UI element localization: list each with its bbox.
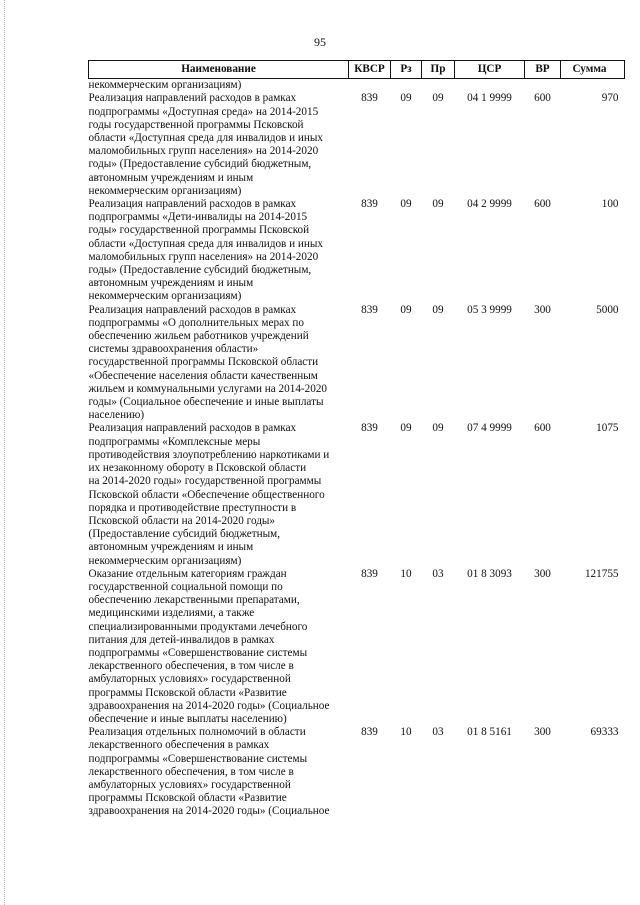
row-pr: 09 — [432, 422, 444, 435]
page-number: 95 — [314, 35, 326, 49]
row-rz: 09 — [400, 198, 412, 211]
row-sum: 5000 — [596, 303, 619, 316]
row-vr: 300 — [534, 567, 551, 580]
row-vr: 300 — [534, 303, 551, 316]
table-row — [89, 726, 625, 818]
header-pr: Пр — [422, 61, 455, 79]
row-csr: 01 8 3093 — [467, 567, 512, 580]
header-csr: ЦСР — [455, 61, 525, 79]
scan-edge-line — [4, 0, 6, 905]
header-rz: Рз — [391, 61, 422, 79]
row-sum: 100 — [601, 198, 619, 211]
row-kvsr: 839 — [361, 303, 378, 316]
budget-table — [88, 60, 625, 819]
row-sum: 1075 — [596, 422, 619, 435]
row-rz: 10 — [400, 567, 412, 580]
continuation-text: некоммерческим организациям) — [88, 79, 242, 92]
row-rz: 10 — [400, 726, 412, 739]
row-csr: 01 8 5161 — [467, 726, 512, 739]
header-vr: ВР — [525, 61, 561, 79]
table-row — [89, 198, 625, 304]
row-rz: 09 — [400, 303, 412, 316]
row-pr: 03 — [432, 726, 444, 739]
row-name: Реализация направлений расходов в рамках подпрограммы «Дети-инвалиды на 2014-2015 годы» государственной программы Псковской области «Доступная среда для инвалидов и иных маломобильных групп населения» на 2014-2020 годы» (Предоставление субсидий бюджетным, автономным учреждениям и иным некоммерческим организациям) — [88, 198, 324, 303]
row-vr: 300 — [534, 726, 551, 739]
row-csr: 07 4 9999 — [467, 422, 512, 435]
row-pr: 09 — [432, 198, 444, 211]
row-kvsr: 839 — [361, 726, 378, 739]
row-name: Реализация отдельных полномочий в области лекарственного обеспечения в рамках подпрограммы «Совершенствование системы лекарственного обеспечения, в том числе в амбулаторных условиях» государственной программы Псковской области «Развитие здравоохранения на 2014-2020 годы» (Социальное — [88, 726, 330, 818]
row-vr: 600 — [534, 92, 551, 105]
row-name: Реализация направлений расходов в рамках подпрограммы «Комплексные меры противодействия злоупотреблению наркотиками и их незаконному обороту в Псковской области на 2014-2020 годы» государственной программы Псковской области «Обеспечение общественного порядка и противодействие преступности в Псковской области на 2014-2020 годы» (Предоставление субсидий бюджетным, автономным учреждениям и иным некоммерческим организациям) — [88, 422, 330, 567]
row-csr: 04 1 9999 — [467, 92, 512, 105]
row-csr: 05 3 9999 — [467, 303, 512, 316]
row-sum: 970 — [601, 92, 619, 105]
row-pr: 03 — [432, 567, 444, 580]
row-rz: 09 — [400, 92, 412, 105]
row-pr: 09 — [432, 92, 444, 105]
row-csr: 04 2 9999 — [467, 198, 512, 211]
row-pr: 09 — [432, 303, 444, 316]
header-sum: Сумма — [561, 61, 625, 79]
row-rz: 09 — [400, 422, 412, 435]
continuation-row — [89, 79, 625, 93]
row-kvsr: 839 — [361, 422, 378, 435]
row-sum: 121755 — [584, 567, 619, 580]
header-name: Наименование — [89, 61, 349, 79]
table-row — [89, 568, 625, 726]
row-sum: 69333 — [590, 726, 619, 739]
row-kvsr: 839 — [361, 198, 378, 211]
header-kvsr: КВСР — [349, 61, 391, 79]
table-row — [89, 304, 625, 423]
table-row — [89, 92, 625, 198]
row-name: Реализация направлений расходов в рамках подпрограммы «О дополнительных мерах по обеспечению жильем работников учреждений системы здравоохранения области» государственной программы Псковской области «Обеспечение населения области качественным жильем и коммунальными услугами на 2014-2020 годы» (Социальное обеспечение и иные выплаты населению) — [88, 303, 328, 422]
row-name: Оказание отдельным категориям граждан государственной социальной помощи по обеспечению лекарственными препаратами, медицинскими изделиями, а также специализированными продуктами лечебного питания для детей-инвалидов в рамках подпрограммы «Совершенствование системы лекарственного обеспечения, в том числе в амбулаторных условиях» государственной программы Псковской области «Развитие здравоохранения на 2014-2020 годы» (Социальное обеспечение и иные выплаты населению) — [88, 567, 330, 725]
row-name: Реализация направлений расходов в рамках подпрограммы «Доступная среда» на 2014-2015 годы государственной программы Псковской области «Доступная среда для инвалидов и иных маломобильных групп населения» на 2014-2020 годы» (Предоставление субсидий бюджетным, автономным учреждениям и иным некоммерческим организациям) — [88, 92, 324, 197]
table-header-row — [89, 61, 625, 79]
table-row — [89, 422, 625, 567]
row-vr: 600 — [534, 198, 551, 211]
row-vr: 600 — [534, 422, 551, 435]
row-kvsr: 839 — [361, 92, 378, 105]
row-kvsr: 839 — [361, 567, 378, 580]
